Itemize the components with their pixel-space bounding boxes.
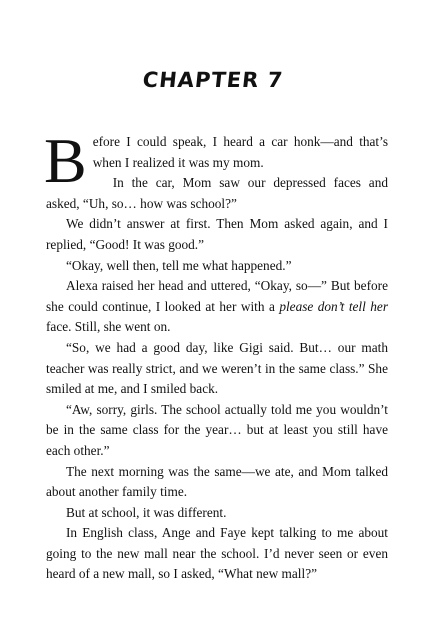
paragraph-5-after: face. Still, she went on. <box>46 319 171 335</box>
paragraph-5-before: Alexa raised her head and uttered, “Okay, so—” But before she could continue, I looked at her with a <box>46 278 388 314</box>
paragraph-3: We didn’t answer at first. Then Mom asked again, and I replied, “Good! It was good.” <box>46 216 388 252</box>
paragraph-1-text: efore I could speak, I heard a car honk—and that’s when I realized it was my mom. <box>92 134 388 170</box>
paragraph-5 <box>46 276 388 338</box>
chapter-body <box>44 125 389 585</box>
drop-cap: B <box>44 125 87 196</box>
paragraph-4: “Okay, well then, tell me what happened.” <box>66 257 292 273</box>
paragraph-2: In the car, Mom saw our depressed faces and asked, “Uh, so… how was school?” <box>46 175 388 211</box>
paragraph-6: “So, we had a good day, like Gigi said. But… our math teacher was really strict, and we weren’t in the same class.” She smiled at me, and I smiled back. <box>46 339 388 397</box>
paragraph-10: In English class, Ange and Faye kept talking to me about going to the new mall near the school. I’d never seen or even heard of a new mall, so I asked, “What new mall?” <box>46 525 388 582</box>
paragraph-7: “Aw, sorry, girls. The school actually told me you wouldn’t be in the same class for the year… but at least you still have each other.” <box>46 401 388 458</box>
paragraph-8: The next morning was the same—we ate, and Mom talked about another family time. <box>46 463 388 500</box>
paragraph-9: But at school, it was different. <box>66 504 227 520</box>
chapter-title: CHAPTER 7 <box>141 68 285 92</box>
paragraph-5-italic: please don’t tell her <box>279 298 389 314</box>
